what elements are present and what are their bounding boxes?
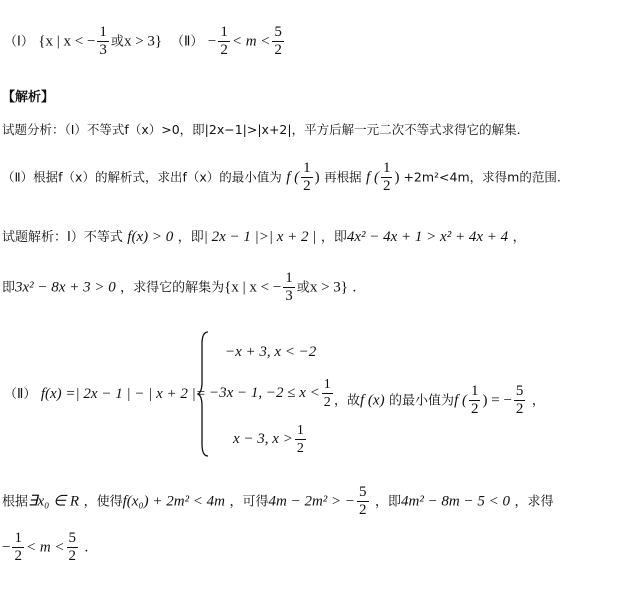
piecewise-after-mid: 的最小值为: [389, 393, 455, 409]
part2-label: （Ⅱ）: [171, 34, 204, 50]
part1-label: （Ⅰ）: [4, 34, 34, 50]
part2-fraction-low: $\frac{1}{2}$: [220, 24, 228, 58]
piecewise-cases: [197, 330, 331, 458]
piecewise-minimum: [334, 383, 545, 418]
piecewise-after-frac2: $\frac{5}{2}$: [515, 383, 524, 417]
case-1: −x + 3, x < −2: [225, 344, 317, 360]
part2-fraction-high: $\frac{5}{2}$: [274, 24, 282, 58]
solution-line-2-set: {x | x < −: [224, 279, 282, 296]
solution-line-2-post: .: [352, 279, 357, 296]
final-line-1-frac: $\frac{5}{2}$: [359, 484, 367, 518]
solution-line-1-pre: 试题解析：Ⅰ）不等式: [2, 230, 123, 245]
case-2: −3x − 1, −2 ≤ x < $\frac{1}{2}$: [209, 377, 331, 410]
solution-line-1-mid: ，即: [177, 230, 204, 245]
solution-line-2-set-close: x > 3}: [309, 279, 348, 296]
final-line-2: [2, 530, 88, 565]
final-line-1: [2, 484, 553, 519]
piecewise-lhs: [4, 383, 206, 403]
solution-line-1-m1: f(x) > 0: [127, 229, 174, 245]
final-line-1-mid: ，使得: [83, 494, 123, 510]
solution-fraction: $\frac{1}{3}$: [285, 270, 293, 304]
final-line-2-frac2: $\frac{5}{2}$: [68, 530, 77, 564]
analysis-line-2-post: +2m²<4m，求得m的范围.: [399, 169, 561, 185]
part1-set-open: {x | x < −: [38, 33, 96, 50]
solution-line-1-mid2: ，即: [320, 230, 347, 245]
final-line-2-mid: < m <: [25, 539, 65, 556]
piecewise-after-f: f (x): [360, 392, 385, 409]
analysis-line-2-f2: f (: [366, 169, 379, 186]
piecewise-after-frac: $\frac{1}{2}$: [470, 383, 479, 417]
final-line-1-m1: ∃x₀ ∈ R: [28, 493, 80, 510]
analysis-line-2-mid: 再根据: [324, 169, 362, 185]
part1-or: 或: [110, 34, 124, 50]
final-line-1-m3: 4m − 2m² > −: [268, 493, 356, 510]
final-line-1-post: ，求得: [514, 494, 554, 510]
part1-fraction: $\frac{1}{3}$: [99, 24, 107, 58]
solution-line-1: [2, 226, 526, 246]
solution-line-2-m1: 3x² − 8x + 3 > 0: [15, 279, 116, 296]
piecewise-after: ，故: [334, 393, 361, 409]
final-line-1-mid2: ，可得: [229, 494, 269, 510]
part2-minus: −: [207, 33, 217, 50]
part1-set-close: x > 3}: [123, 33, 163, 50]
final-line-1-mid3: ，即: [374, 494, 401, 510]
analysis-fraction-1: $\frac{1}{2}$: [303, 160, 311, 194]
solution-line-1-m2: | 2x − 1 |>| x + 2 |: [203, 229, 317, 245]
analysis-line-2: [2, 160, 561, 195]
final-line-2-post: .: [84, 539, 89, 556]
piecewise-after-post: ，: [531, 393, 545, 409]
part2-mid: < m <: [231, 33, 271, 50]
analysis-line-2-close: ): [314, 169, 320, 186]
piecewise-after-f2: f (: [454, 392, 467, 409]
solution-line-2-mid: ，求得它的解集为: [120, 280, 225, 296]
solution-line-2-or: 或: [296, 280, 310, 296]
analysis-line-2-pre: （Ⅱ）根据f（x）的解析式，求出f（x）的最小值为: [2, 169, 282, 185]
case-3: x − 3, x > $\frac{1}{2}$: [233, 423, 304, 456]
analysis-line-2-f: f (: [286, 169, 300, 186]
final-line-2-frac1: $\frac{1}{2}$: [14, 530, 22, 564]
analysis-heading: 【解析】: [2, 90, 55, 105]
final-line-1-pre: 根据: [2, 494, 29, 510]
solution-line-1-post: ，: [512, 230, 526, 245]
analysis-line-2-close2: ): [394, 169, 400, 186]
solution-line-2-pre: 即: [2, 280, 16, 296]
piecewise-lhs-expr: f(x) =| 2x − 1 | − | x + 2 |=: [40, 386, 206, 402]
piecewise-after-eq: ) = −: [482, 392, 512, 409]
answer-line: [4, 24, 286, 59]
piecewise-label: （Ⅱ）: [4, 387, 37, 402]
final-line-1-m4: 4m² − 8m − 5 < 0: [400, 493, 511, 510]
analysis-fraction-2: $\frac{1}{2}$: [382, 160, 391, 194]
solution-line-1-m3: 4x² − 4x + 1 > x² + 4x + 4: [346, 229, 509, 245]
solution-line-2: [2, 270, 356, 305]
final-line-1-m2: f(x₀) + 2m² < 4m: [122, 493, 226, 510]
analysis-line-1: 试题分析：（Ⅰ）不等式f（x）>0，即|2x−1|>|x+2|，平方后解一元二次不等式求得它的解集.: [2, 122, 521, 137]
final-line-2-minus: −: [2, 539, 11, 556]
